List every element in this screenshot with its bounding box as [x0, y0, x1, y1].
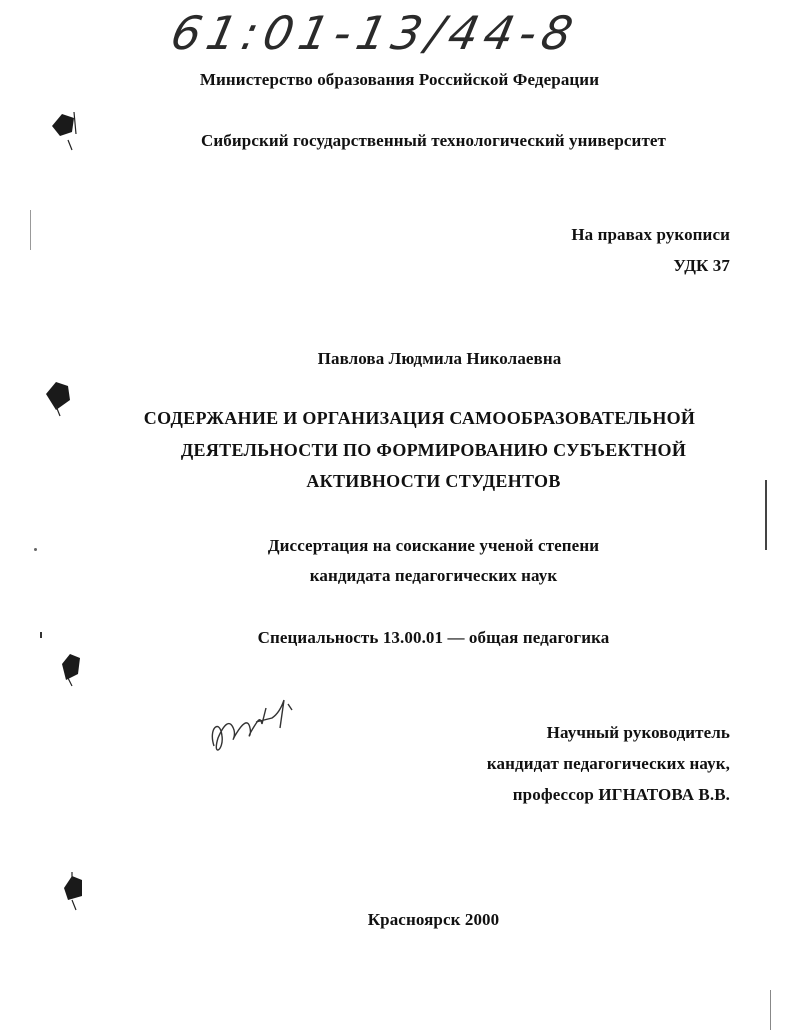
title-line-3: АКТИВНОСТИ СТУДЕНТОВ — [306, 471, 561, 491]
rights-line: На правах рукописи — [571, 225, 730, 244]
degree-line-2: кандидата педагогических наук — [309, 566, 558, 585]
ministry-line: Министерство образования Российской Федерации — [199, 70, 600, 89]
title-line-1: СОДЕРЖАНИЕ И ОРГАНИЗАЦИЯ САМООБРАЗОВАТЕЛЬНОЙ — [143, 408, 696, 428]
city-year-line: Красноярск 2000 — [367, 910, 500, 929]
punch-mark-3 — [56, 650, 86, 688]
scan-edge-left — [30, 210, 31, 250]
scan-dot-2 — [34, 548, 37, 551]
scan-dot-1 — [40, 632, 42, 638]
supervisor-line-2: кандидат педагогических наук, — [486, 754, 730, 773]
punch-mark-1 — [48, 104, 82, 152]
punch-mark-2 — [42, 376, 76, 418]
university-line: Сибирский государственный технологический университет — [201, 131, 666, 150]
punch-mark-4 — [58, 868, 88, 912]
supervisor-line-3: профессор ИГНАТОВА В.В. — [512, 785, 730, 804]
degree-line-1: Диссертация на соискание ученой степени — [267, 536, 600, 555]
author-name: Павлова Людмила Николаевна — [317, 349, 562, 368]
title-line-2: ДЕЯТЕЛЬНОСТИ ПО ФОРМИРОВАНИЮ СУБЪЕКТНОЙ — [180, 440, 687, 460]
scan-edge-bottom-right — [770, 990, 771, 1030]
specialty-line: Специальность 13.00.01 — общая педагогика — [257, 628, 610, 647]
supervisor-line-1: Научный руководитель — [546, 723, 730, 742]
scan-edge-right — [765, 480, 767, 550]
udk-line: УДК 37 — [673, 256, 730, 275]
handwritten-archive-code: 61:01-13/44-8 — [166, 6, 584, 60]
handwritten-signature — [200, 688, 310, 768]
